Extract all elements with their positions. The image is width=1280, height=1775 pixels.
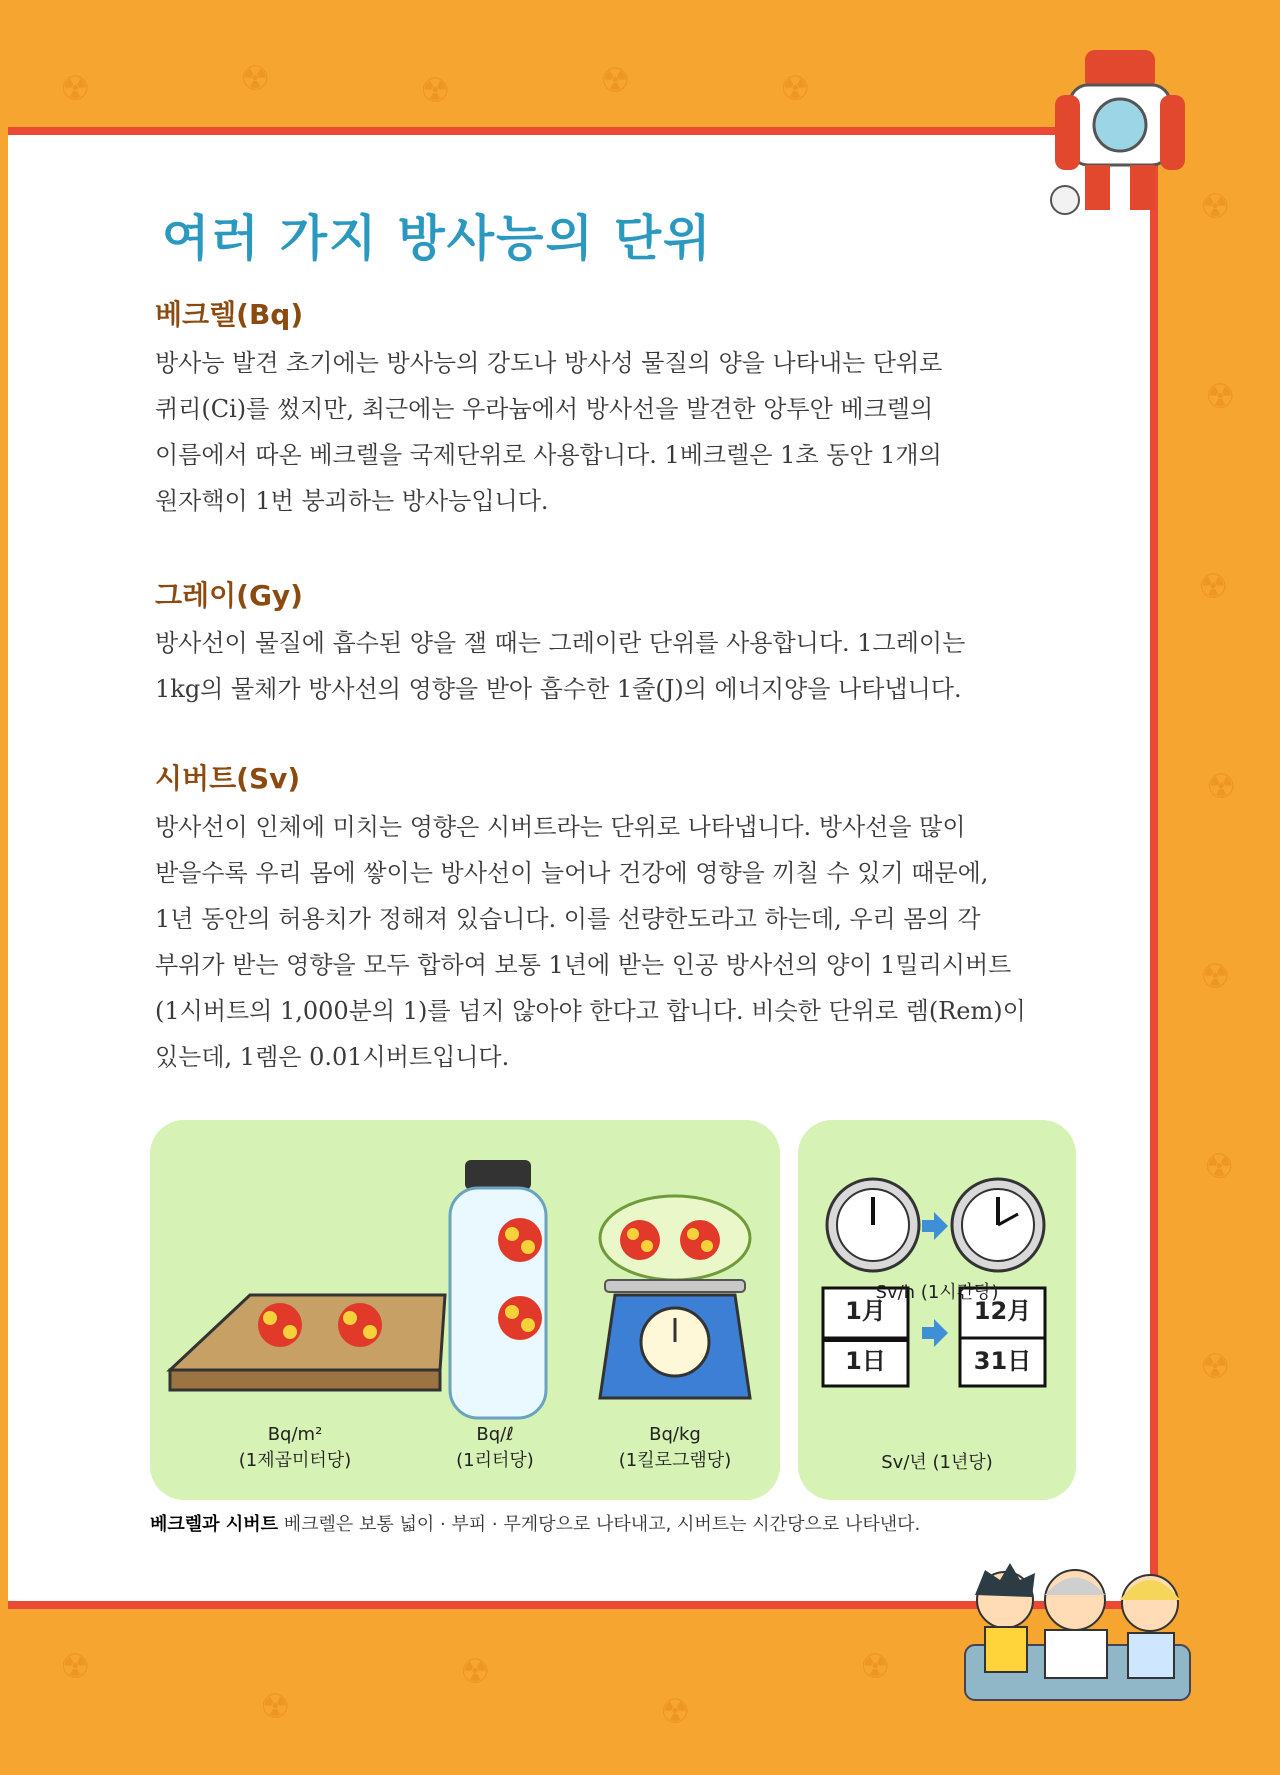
radiation-icon: ☢	[60, 1647, 91, 1687]
robot-mascot-illustration	[1040, 40, 1190, 220]
section-body-becquerel	[155, 340, 1085, 524]
atom-icon	[620, 1220, 660, 1260]
text-line: 방사능 발견 초기에는 방사능의 강도나 방사성 물질의 양을 나타내는 단위로	[155, 349, 943, 377]
text-line: 받을수록 우리 몸에 쌓이는 방사선이 늘어나 건강에 영향을 끼칠 수 있기 때문에,	[155, 859, 989, 887]
atom-icon	[680, 1220, 720, 1260]
atom-icon	[498, 1296, 542, 1340]
text-line: 원자핵이 1번 붕괴하는 방사능입니다.	[155, 487, 549, 515]
radiation-icon: ☢	[1205, 377, 1236, 417]
text-line: 1년 동안의 허용치가 정해져 있습니다. 이를 선량한도라고 하는데, 우리 몸의 각	[155, 905, 981, 933]
radiation-icon: ☢	[1206, 767, 1237, 807]
year-unit-label: Sv/년 (1년당)	[881, 1452, 993, 1473]
mass-unit-label: Bq/kg (1킬로그램당)	[618, 1424, 732, 1471]
atom-icon	[338, 1303, 382, 1347]
section-body-sievert	[155, 804, 1085, 1080]
area-unit-label: Bq/m² (1제곱미터당)	[238, 1424, 352, 1471]
radiation-icon: ☢	[1198, 567, 1229, 607]
figure-caption	[150, 1510, 920, 1536]
radiation-icon: ☢	[1200, 1347, 1231, 1387]
text-line: 퀴리(Ci)를 썼지만, 최근에는 우라늄에서 방사선을 발견한 앙투안 베크렐의	[155, 395, 934, 423]
figure-sievert-panel	[798, 1120, 1076, 1500]
text-line: 방사선이 인체에 미치는 영향은 시버트라는 단위로 나타냅니다. 방사선을 많이	[155, 813, 966, 841]
caption-text: 베크렐은 보통 넓이 · 부피 · 무게당으로 나타내고, 시버트는 시간당으로 나타낸다.	[277, 1514, 921, 1535]
characters-illustration	[960, 1555, 1195, 1705]
radiation-icon: ☢	[460, 1652, 491, 1692]
caption-title: 베크렐과 시버트	[150, 1514, 278, 1535]
clock-icon	[952, 1179, 1044, 1271]
calendar-start-day: 1日	[845, 1347, 886, 1375]
radiation-icon: ☢	[1200, 957, 1231, 997]
page-title: 여러 가지 방사능의 단위	[162, 210, 713, 267]
figure-becquerel-panel	[150, 1120, 780, 1500]
text-line: 1kg의 물체가 방사선의 영향을 받아 흡수한 1줄(J)의 에너지양을 나타냅니다.	[155, 675, 962, 703]
radiation-icon: ☢	[420, 71, 451, 111]
volume-unit-label: Bq/ℓ (1리터당)	[456, 1424, 534, 1471]
arrow-right-icon	[922, 1319, 948, 1347]
radiation-icon: ☢	[260, 1687, 291, 1727]
text-line: 있는데, 1렘은 0.01시버트입니다.	[155, 1043, 510, 1071]
hour-unit-label: Sv/h (1시간당)	[875, 1282, 999, 1303]
text-line: 이름에서 따온 베크렐을 국제단위로 사용합니다. 1베크렐은 1초 동안 1개의	[155, 441, 942, 469]
radiation-icon: ☢	[1200, 187, 1231, 227]
radiation-icon: ☢	[600, 61, 631, 101]
section-heading-gray: 그레이(Gy)	[155, 579, 303, 612]
radiation-icon: ☢	[60, 69, 91, 109]
calendar-start-month: 1月	[845, 1297, 886, 1325]
atom-icon	[258, 1303, 302, 1347]
section-heading-becquerel: 베크렐(Bq)	[155, 298, 304, 331]
section-heading-sievert: 시버트(Sv)	[155, 762, 301, 795]
calendar-end-day: 31日	[973, 1347, 1032, 1375]
atom-icon	[498, 1218, 542, 1262]
text-line: 방사선이 물질에 흡수된 양을 잴 때는 그레이란 단위를 사용합니다. 1그레이는	[155, 629, 966, 657]
section-body-gray	[155, 620, 1085, 712]
clock-icon	[827, 1179, 919, 1271]
radiation-icon: ☢	[660, 1692, 691, 1732]
radiation-icon: ☢	[780, 69, 811, 109]
arrow-right-icon	[922, 1212, 948, 1240]
radiation-icon: ☢	[1204, 1147, 1235, 1187]
calendar-end-month: 12月	[973, 1297, 1032, 1325]
radiation-icon: ☢	[240, 59, 271, 99]
radiation-icon: ☢	[860, 1647, 891, 1687]
text-line: 부위가 받는 영향을 모두 합하여 보통 1년에 받는 인공 방사선의 양이 1밀리시버트	[155, 951, 1012, 979]
becquerel-illustration	[150, 1120, 780, 1420]
text-line: (1시버트의 1,000분의 1)를 넘지 않아야 한다고 합니다. 비슷한 단위로 렘(Rem)이	[155, 997, 1026, 1025]
